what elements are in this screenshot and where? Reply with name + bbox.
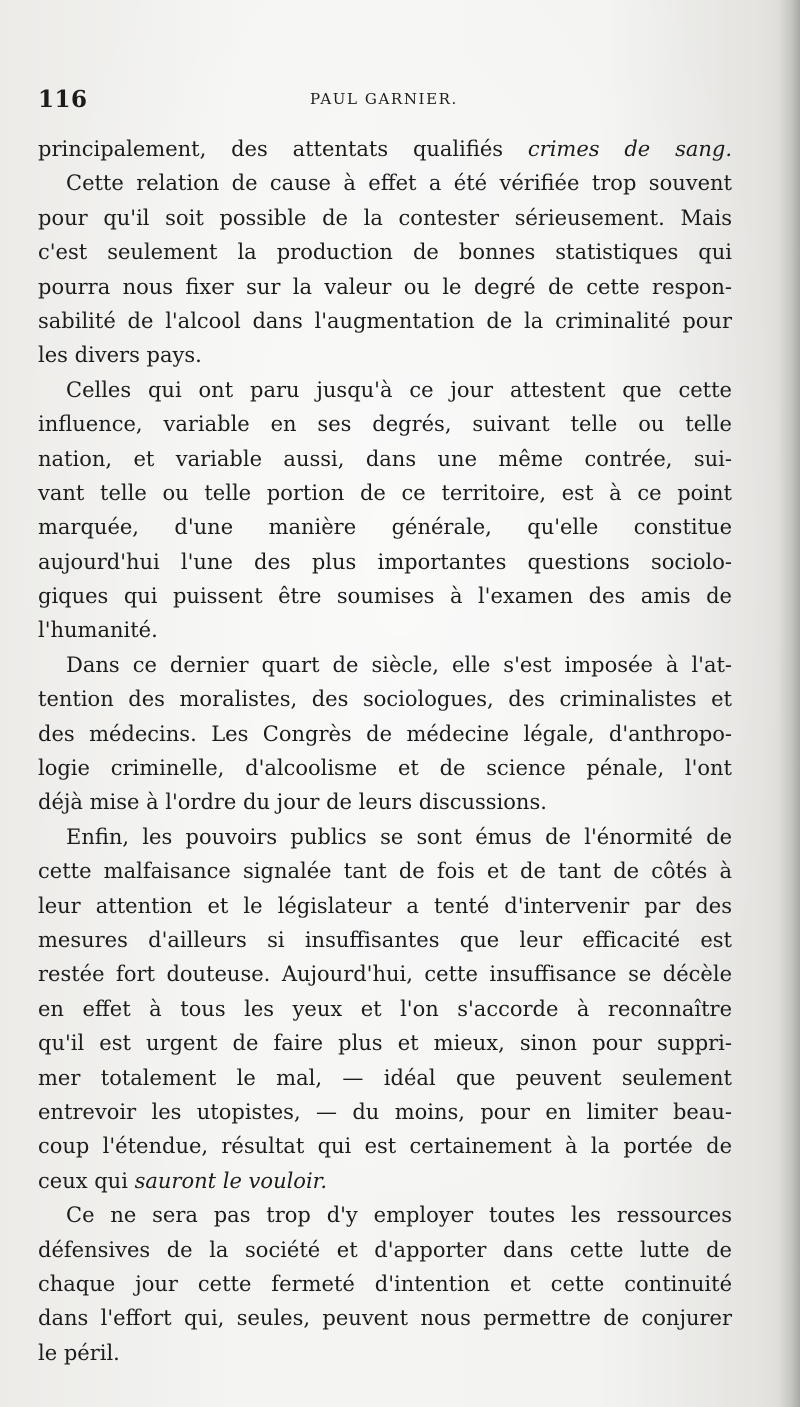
text-line: c'est seulement la production de bonnes statistiques qui — [38, 240, 732, 265]
page-header — [38, 86, 728, 120]
text-line: influence, variable en ses degrés, suivant telle ou telle — [38, 412, 732, 437]
text-line: pour qu'il soit possible de la contester sérieusement. Mais — [38, 205, 732, 230]
body-text — [38, 132, 732, 1370]
text-line: giques qui puissent être soumises à l'examen des amis de — [38, 584, 732, 609]
text-line: vant telle ou telle portion de ce territoire, est à ce point — [38, 480, 732, 505]
text-line: Cette relation de cause à effet a été vérifiée trop souvent — [66, 171, 732, 196]
running-head: PAUL GARNIER. — [310, 90, 458, 108]
text-line: ceux qui sauront le vouloir. — [38, 1168, 328, 1193]
text-line: restée fort douteuse. Aujourd'hui, cette insuffisance se décèle — [38, 962, 732, 987]
text-line: marquée, d'une manière générale, qu'elle constitue — [38, 515, 732, 540]
text-line: entrevoir les utopistes, — du moins, pour en limiter beau- — [38, 1099, 732, 1124]
text-line: des médecins. Les Congrès de médecine légale, d'anthropo- — [38, 721, 732, 746]
text-line: chaque jour cette fermeté d'intention et cette continuité — [38, 1271, 732, 1296]
text-line: mer totalement le mal, — idéal que peuvent seulement — [38, 1065, 732, 1090]
text-line: aujourd'hui l'une des plus importantes questions sociolo- — [38, 549, 732, 574]
text-line: dans l'effort qui, seules, peuvent nous permettre de conjurer — [38, 1306, 732, 1331]
text-line: Dans ce dernier quart de siècle, elle s'est imposée à l'at- — [66, 652, 732, 677]
text-line: défensives de la société et d'apporter dans cette lutte de — [38, 1237, 732, 1262]
text-line: coup l'étendue, résultat qui est certainement à la portée de — [38, 1134, 732, 1159]
text-line: en effet à tous les yeux et l'on s'accorde à reconnaître — [38, 996, 732, 1021]
text-line: leur attention et le législateur a tenté d'intervenir par des — [38, 893, 732, 918]
text-line: qu'il est urgent de faire plus et mieux, sinon pour suppri- — [38, 1031, 732, 1056]
text-line: nation, et variable aussi, dans une même contrée, sui- — [38, 446, 732, 471]
text-line: mesures d'ailleurs si insuffisantes que leur efficacité est — [38, 927, 732, 952]
text-line: principalement, des attentats qualifiés crimes de sang. — [38, 137, 733, 161]
text-line: logie criminelle, d'alcoolisme et de science pénale, l'ont — [38, 756, 732, 781]
text-line: déjà mise à l'ordre du jour de leurs discussions. — [38, 790, 547, 815]
text-line: le péril. — [38, 1340, 120, 1365]
text-line: cette malfaisance signalée tant de fois et de tant de côtés à — [38, 859, 732, 884]
text-line: pourra nous fixer sur la valeur ou le degré de cette respon- — [38, 274, 732, 299]
page-number: 116 — [38, 86, 88, 113]
text-line: Celles qui ont paru jusqu'à ce jour attestent que cette — [66, 377, 732, 402]
text-line: sabilité de l'alcool dans l'augmentation de la criminalité pour — [38, 308, 732, 333]
text-line: l'humanité. — [38, 618, 158, 643]
text-line: Enfin, les pouvoirs publics se sont émus de l'énormité de — [66, 824, 732, 849]
text-line: Ce ne sera pas trop d'y employer toutes les ressources — [66, 1203, 732, 1228]
page-edge-shadow — [778, 0, 800, 1407]
text-line: les divers pays. — [38, 343, 202, 368]
text-line: tention des moralistes, des sociologues, des criminalistes et — [38, 687, 732, 712]
